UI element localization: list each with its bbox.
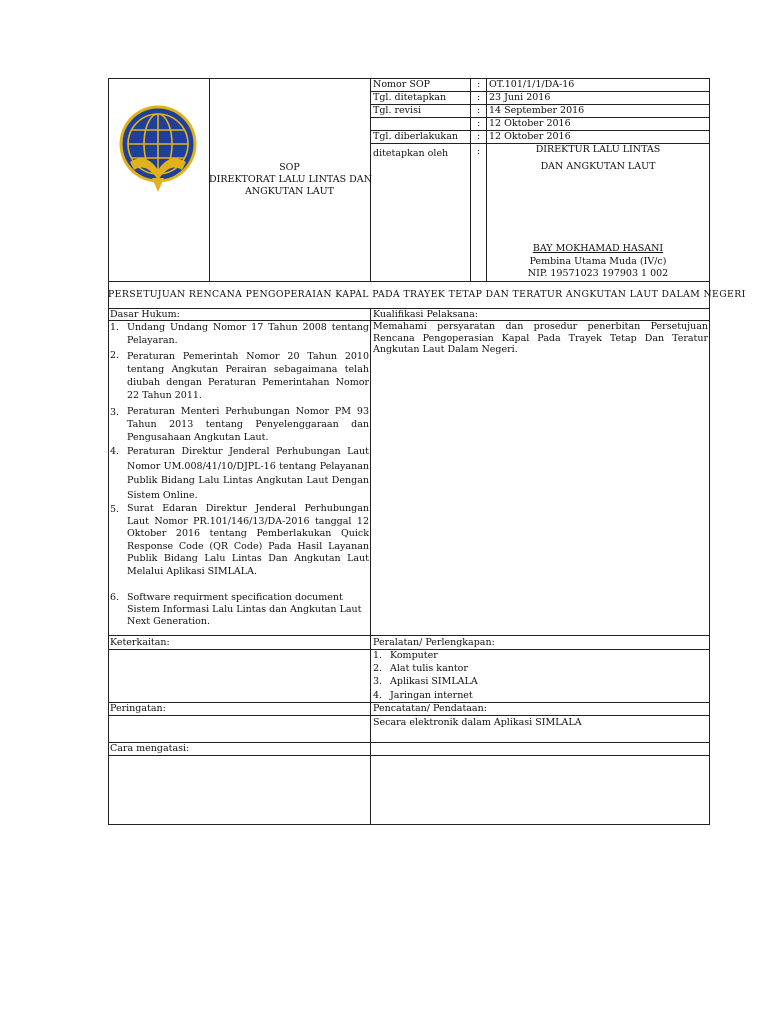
kualifikasi-text: Memahami persyaratan dan prosedur penerbitan Persetujuan Rencana Pengoperasian Kapal Pada Trayek Tetap Dan Teratur Angkutan Laut Dalam Negeri. bbox=[373, 321, 708, 355]
field-colon: : bbox=[477, 146, 481, 157]
field-label-tgl-diberlakukan: Tgl. diberlakukan bbox=[373, 131, 458, 142]
list-number: 1. bbox=[373, 650, 383, 661]
document-title: PERSETUJUAN RENCANA PENGOPERAIAN KAPAL PADA TRAYEK TETAP DAN TERATUR ANGKUTAN LAUT DALAM NEGERI bbox=[108, 289, 746, 300]
pencatatan-heading: Pencatatan/ Pendataan: bbox=[373, 703, 487, 714]
field-colon: : bbox=[477, 79, 481, 90]
list-number: 6. bbox=[110, 592, 120, 603]
list-number: 4. bbox=[110, 446, 120, 457]
keterkaitan-heading: Keterkaitan: bbox=[110, 637, 170, 648]
divider bbox=[470, 78, 471, 281]
dasar-hukum-heading: Dasar Hukum: bbox=[110, 309, 180, 320]
field-value-tgl-ditetapkan: 23 Juni 2016 bbox=[489, 92, 551, 103]
list-number: 5. bbox=[110, 504, 120, 515]
list-item: Peraturan Direktur Jenderal Perhubungan Laut Nomor UM.008/41/10/DJPL-16 tentang Pelayanan Publik Bidang Lalu Lintas Angkutan Laut Dengan Sistem Online. bbox=[127, 446, 369, 501]
list-number: 1. bbox=[110, 322, 120, 333]
peralatan-heading: Peralatan/ Perlengkapan: bbox=[373, 637, 495, 648]
list-number: 2. bbox=[373, 663, 383, 674]
field-colon: : bbox=[477, 118, 481, 129]
ministry-logo-icon bbox=[118, 104, 198, 196]
divider bbox=[108, 742, 710, 743]
field-label-tgl-revisi: Tgl. revisi bbox=[373, 105, 421, 116]
divider bbox=[108, 755, 710, 756]
ditetapkan-oleh-label: ditetapkan oleh bbox=[373, 148, 449, 159]
list-item: Aplikasi SIMLALA bbox=[390, 676, 478, 687]
list-number: 4. bbox=[373, 690, 383, 701]
list-number: 3. bbox=[110, 407, 120, 418]
field-value-tgl-revisi-2: 12 Oktober 2016 bbox=[489, 118, 571, 129]
field-value-nomor-sop: OT.101/1/1/DA-16 bbox=[489, 79, 575, 90]
official-rank: Pembina Utama Muda (IV/c) bbox=[529, 256, 667, 267]
list-item: Peraturan Pemerintah Nomor 20 Tahun 2010 tentang Angkutan Perairan sebagaimana telah diubah dengan Peraturan Pemerintahan Nomor 22 Tahun 2011. bbox=[127, 351, 369, 401]
cara-mengatasi-heading: Cara mengatasi: bbox=[110, 743, 190, 754]
official-title-line1: DIREKTUR LALU LINTAS bbox=[535, 144, 661, 155]
official-name: BAY MOKHAMAD HASANI bbox=[532, 243, 664, 254]
list-item: Komputer bbox=[390, 650, 438, 661]
list-item: Surat Edaran Direktur Jenderal Perhubungan Laut Nomor PR.101/146/13/DA-2016 tanggal 12 Oktober 2016 tentang Pemberlakukan Quick Response Code (QR Code) Pada Hasil Layanan Publik Bidang Lalu Lintas Dan Angkutan Laut Melalui Aplikasi SIMLALA. bbox=[127, 503, 369, 577]
field-value-tgl-revisi: 14 September 2016 bbox=[489, 105, 585, 116]
sop-label: SOP bbox=[279, 162, 300, 173]
field-colon: : bbox=[477, 92, 481, 103]
list-item: Alat tulis kantor bbox=[390, 663, 468, 674]
field-colon: : bbox=[477, 105, 481, 116]
list-number: 2. bbox=[110, 350, 120, 361]
divider bbox=[370, 308, 371, 825]
divider bbox=[108, 281, 710, 282]
pencatatan-text: Secara elektronik dalam Aplikasi SIMLALA bbox=[373, 717, 582, 728]
list-item: Jaringan internet bbox=[390, 690, 473, 701]
org-name-line1: DIREKTORAT LALU LINTAS DAN bbox=[209, 174, 372, 185]
field-colon: : bbox=[477, 131, 481, 142]
list-item: Peraturan Menteri Perhubungan Nomor PM 93 Tahun 2013 tentang Penyelenggaraan dan Pengusahaan Angkutan Laut. bbox=[127, 406, 369, 443]
list-number: 3. bbox=[373, 676, 383, 687]
official-nip: NIP. 19571023 197903 1 002 bbox=[527, 268, 669, 279]
field-value-tgl-diberlakukan: 12 Oktober 2016 bbox=[489, 131, 571, 142]
field-label-nomor-sop: Nomor SOP bbox=[373, 79, 431, 90]
divider bbox=[108, 635, 710, 636]
kualifikasi-heading: Kualifikasi Pelaksana: bbox=[373, 309, 479, 320]
list-item: Software requirment specification document Sistem Informasi Lalu Lintas dan Angkutan Laut Next Generation. bbox=[127, 592, 362, 627]
list-item: Undang Undang Nomor 17 Tahun 2008 tentang Pelayaran. bbox=[127, 322, 369, 346]
divider bbox=[108, 715, 710, 716]
peringatan-heading: Peringatan: bbox=[110, 703, 166, 714]
field-label-tgl-ditetapkan: Tgl. ditetapkan bbox=[373, 92, 447, 103]
official-title-line2: DAN ANGKUTAN LAUT bbox=[540, 161, 656, 172]
org-name-line2: ANGKUTAN LAUT bbox=[244, 186, 335, 197]
